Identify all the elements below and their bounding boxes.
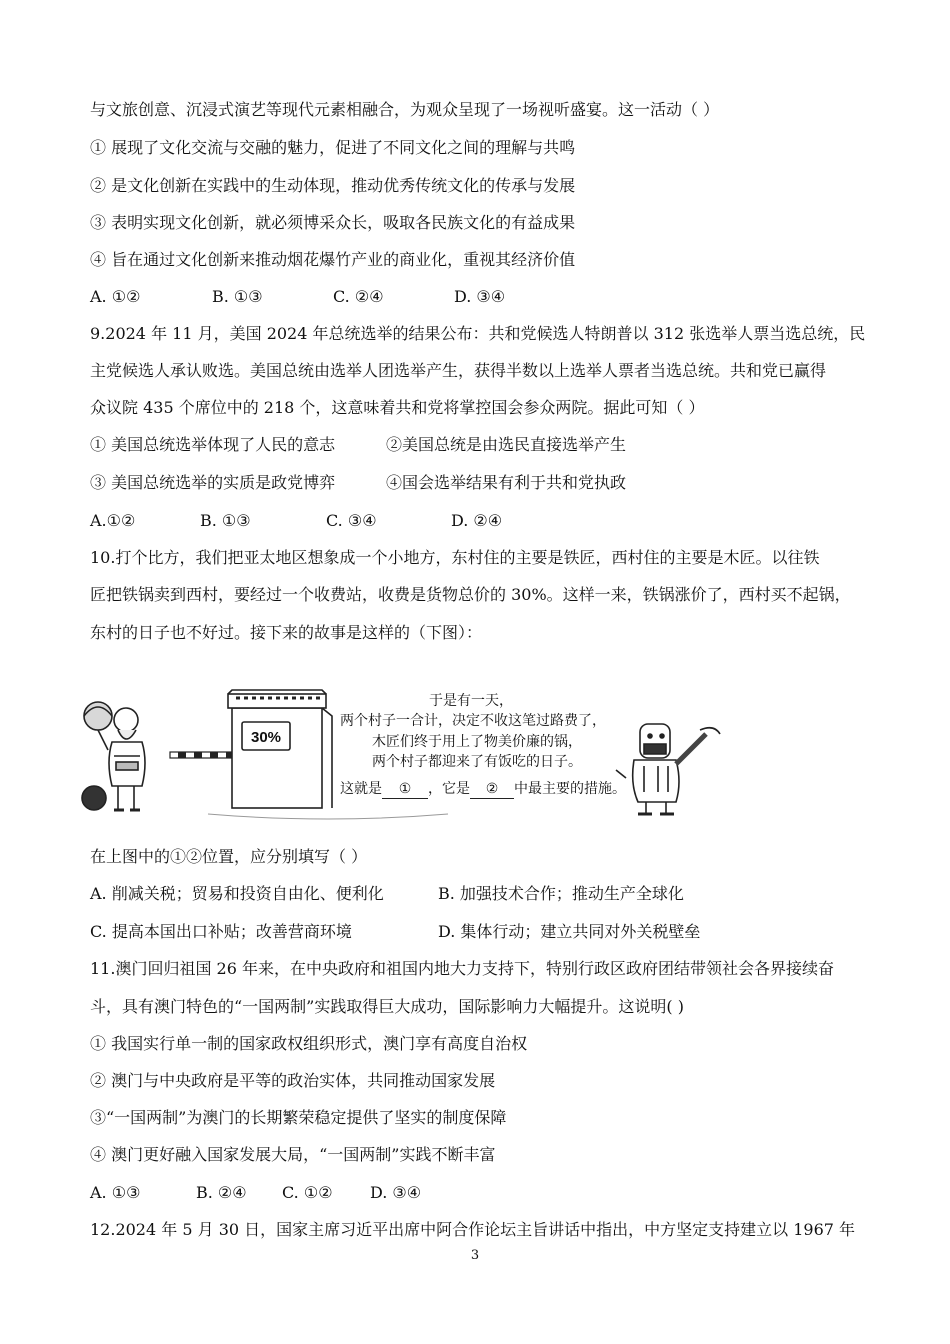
q11-stem-line-2: 斗，具有澳门特色的“一国两制”实践取得巨大成功，国际影响力大幅提升。这说明( ) [90,997,684,1016]
q10-option-b: B. 加强技术合作；推动生产全球化 [438,884,684,903]
cartoon-caption-line-2: 两个村子一合计，决定不收这笔过路费了， [340,713,606,729]
q8-stem: 与文旅创意、沉浸式演艺等现代元素相融合，为观众呈现了一场视听盛宴。这一活动（ ） [90,100,720,119]
toll-station-cartoon [78,686,738,820]
q8-statement-2: ② 是文化创新在实践中的生动体现，推动优秀传统文化的传承与发展 [90,176,576,195]
q9-stem-line-2: 主党候选人承认败选。美国总统由选举人团选举产生，获得半数以上选举人票者当选总统。共和党已赢得 [90,361,827,380]
q10-stem-line-2: 匠把铁锅卖到西村，要经过一个收费站，收费是货物总价的 30%。这样一来，铁锅涨价了，西村买不起锅， [90,585,851,604]
q11-statement-3: ③“一国两制”为澳门的长期繁荣稳定提供了坚实的制度保障 [90,1108,507,1127]
carpenter-figure [616,724,720,814]
q11-option-c: C. ①② [282,1183,333,1202]
q9-option-c: C. ③④ [326,511,377,530]
q9-statement-3: ③ 美国总统选举的实质是政党博弈 [90,473,336,492]
q9-option-b: B. ①③ [200,511,251,530]
q11-statement-2: ② 澳门与中央政府是平等的政治实体，共同推动国家发展 [90,1071,496,1090]
caption-text-zhejiushi: 这就是 [340,781,382,797]
cartoon-caption-line-4: 两个村子都迎来了有饭吃的日子。 [372,754,582,770]
q8-statement-4: ④ 旨在通过文化创新来推动烟花爆竹产业的商业化，重视其经济价值 [90,250,576,269]
blank-2: ② [470,780,514,799]
q9-statement-1: ① 美国总统选举体现了人民的意志 [90,435,336,454]
q8-option-a: A. ①② [90,287,141,306]
q10-option-a: A. 削减关税；贸易和投资自由化、便利化 [90,884,384,903]
q9-option-a: A.①② [90,511,136,530]
q8-option-d: D. ③④ [454,287,506,306]
q11-option-d: D. ③④ [370,1183,422,1202]
cartoon-caption-line-3: 木匠们终于用上了物美价廉的锅， [372,734,582,750]
cartoon-caption-line-5 [340,780,626,799]
q11-statement-1: ① 我国实行单一制的国家政权组织形式，澳门享有高度自治权 [90,1034,528,1053]
caption-text-tashi: ，它是 [428,781,470,797]
q8-statement-3: ③ 表明实现文化创新，就必须博采众长，吸取各民族文化的有益成果 [90,213,576,232]
q11-option-a: A. ①③ [90,1183,141,1202]
q10-stem-line-1: 10.打个比方，我们把亚太地区想象成一个小地方，东村住的主要是铁匠，西村住的主要是木匠。以往铁 [90,548,820,567]
q10-option-c: C. 提高本国出口补贴；改善营商环境 [90,922,352,941]
page-number: 3 [470,1248,480,1263]
toll-sign-text: 30% [250,729,282,746]
q11-option-b: B. ②④ [196,1183,247,1202]
q8-option-b: B. ①③ [212,287,263,306]
caption-text-measure: 中最主要的措施。 [514,781,626,797]
q9-option-d: D. ②④ [451,511,503,530]
blank-1: ① [382,780,428,799]
q9-statement-4: ④国会选举结果有利于共和党执政 [386,473,627,492]
q10-question: 在上图中的①②位置，应分别填写（ ） [90,847,368,866]
toll-booth [228,690,332,808]
q10-option-d: D. 集体行动；建立共同对外关税壁垒 [438,922,701,941]
q11-stem-line-1: 11.澳门回归祖国 26 年来，在中央政府和祖国内地大力支持下，特别行政区政府团结带领社会各界接续奋 [90,959,834,978]
q9-statement-2: ②美国总统是由选民直接选举产生 [386,435,627,454]
toll-barrier-arm [170,752,236,758]
cartoon-caption-line-1: 于是有一天， [429,693,513,709]
q11-statement-4: ④ 澳门更好融入国家发展大局，“一国两制”实践不断丰富 [90,1145,496,1164]
q8-statement-1: ① 展现了文化交流与交融的魅力，促进了不同文化之间的理解与共鸣 [90,138,576,157]
q9-stem-line-3: 众议院 435 个席位中的 218 个，这意味着共和党将掌控国会参众两院。据此可知（ ） [90,398,705,417]
q8-option-c: C. ②④ [333,287,384,306]
blacksmith-figure [82,702,145,810]
q9-stem-line-1: 9.2024 年 11 月，美国 2024 年总统选举的结果公布：共和党候选人特朗普以 312 张选举人票当选总统，民 [90,324,866,343]
q10-stem-line-3: 东村的日子也不好过。接下来的故事是这样的（下图）： [90,623,483,642]
q12-stem-line-1: 12.2024 年 5 月 30 日，国家主席习近平出席中阿合作论坛主旨讲话中指出，中方坚定支持建立以 1967 年 [90,1220,856,1239]
